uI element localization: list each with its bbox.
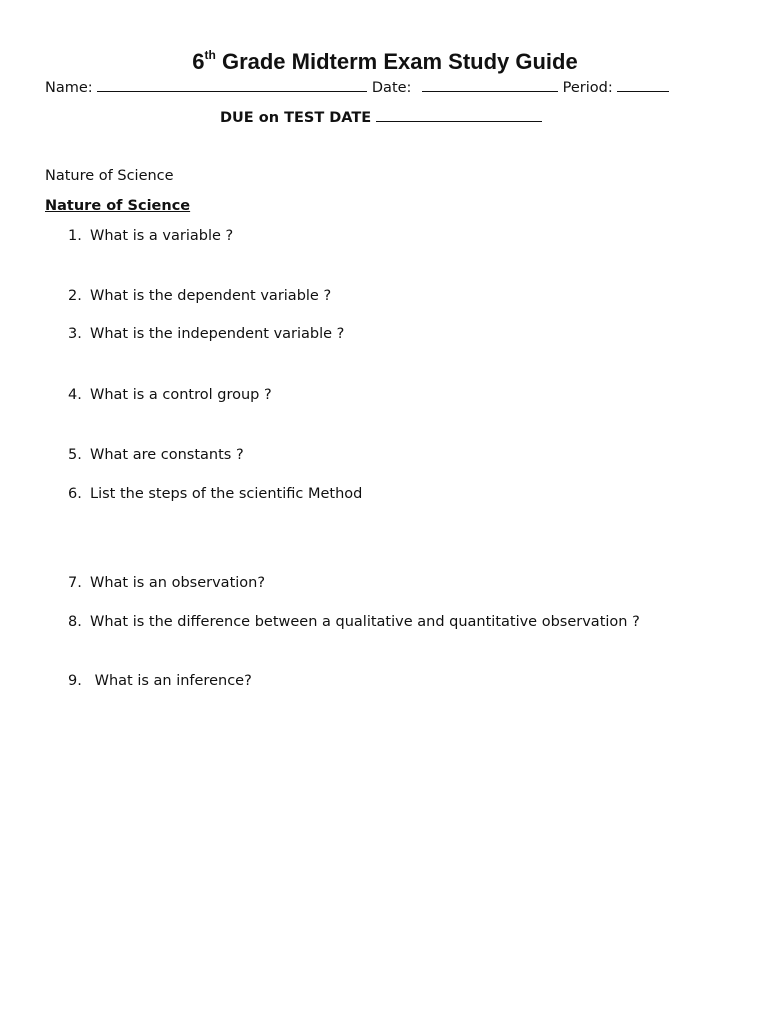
period-blank[interactable] bbox=[617, 77, 669, 92]
question-number: 7. bbox=[68, 575, 82, 591]
student-info-row bbox=[45, 77, 669, 96]
date-label: Date: bbox=[371, 80, 412, 96]
due-label: DUE on TEST DATE bbox=[220, 110, 372, 126]
date-blank[interactable] bbox=[422, 77, 558, 92]
name-label: Name: bbox=[45, 80, 93, 96]
question-number: 5. bbox=[68, 447, 82, 463]
section-heading-plain: Nature of Science bbox=[45, 168, 174, 184]
page-title bbox=[0, 48, 770, 75]
question-number: 3. bbox=[68, 326, 82, 342]
question-item bbox=[68, 387, 272, 403]
question-text: What is the dependent variable ? bbox=[90, 288, 332, 304]
question-text: List the steps of the scientific Method bbox=[90, 486, 363, 502]
due-date-row bbox=[220, 107, 542, 126]
question-item bbox=[68, 575, 265, 591]
question-text: What are constants ? bbox=[90, 447, 244, 463]
title-superscript: th bbox=[204, 48, 216, 62]
question-item bbox=[68, 447, 244, 463]
due-date-blank[interactable] bbox=[376, 107, 542, 122]
question-item bbox=[68, 288, 331, 304]
question-text: What is a variable ? bbox=[90, 228, 234, 244]
question-text: What is the difference between a qualitative and quantitative observation ? bbox=[90, 614, 640, 630]
question-text: What is a control group ? bbox=[90, 387, 272, 403]
question-item bbox=[68, 228, 233, 244]
question-number: 2. bbox=[68, 288, 82, 304]
question-item bbox=[68, 673, 252, 689]
question-number: 4. bbox=[68, 387, 82, 403]
title-text: Grade Midterm Exam Study Guide bbox=[215, 49, 578, 74]
question-number: 6. bbox=[68, 486, 82, 502]
question-text: What is an observation? bbox=[90, 575, 266, 591]
question-text: What is an inference? bbox=[90, 673, 252, 689]
title-grade-number: 6 bbox=[192, 49, 205, 74]
question-item bbox=[68, 614, 640, 630]
question-item bbox=[68, 326, 344, 342]
question-text: What is the independent variable ? bbox=[90, 326, 345, 342]
question-number: 9. bbox=[68, 673, 82, 689]
section-heading-underlined: Nature of Science bbox=[45, 198, 191, 214]
name-blank[interactable] bbox=[97, 77, 367, 92]
period-label: Period: bbox=[562, 80, 613, 96]
question-number: 8. bbox=[68, 614, 82, 630]
question-number: 1. bbox=[68, 228, 82, 244]
question-item bbox=[68, 486, 362, 502]
